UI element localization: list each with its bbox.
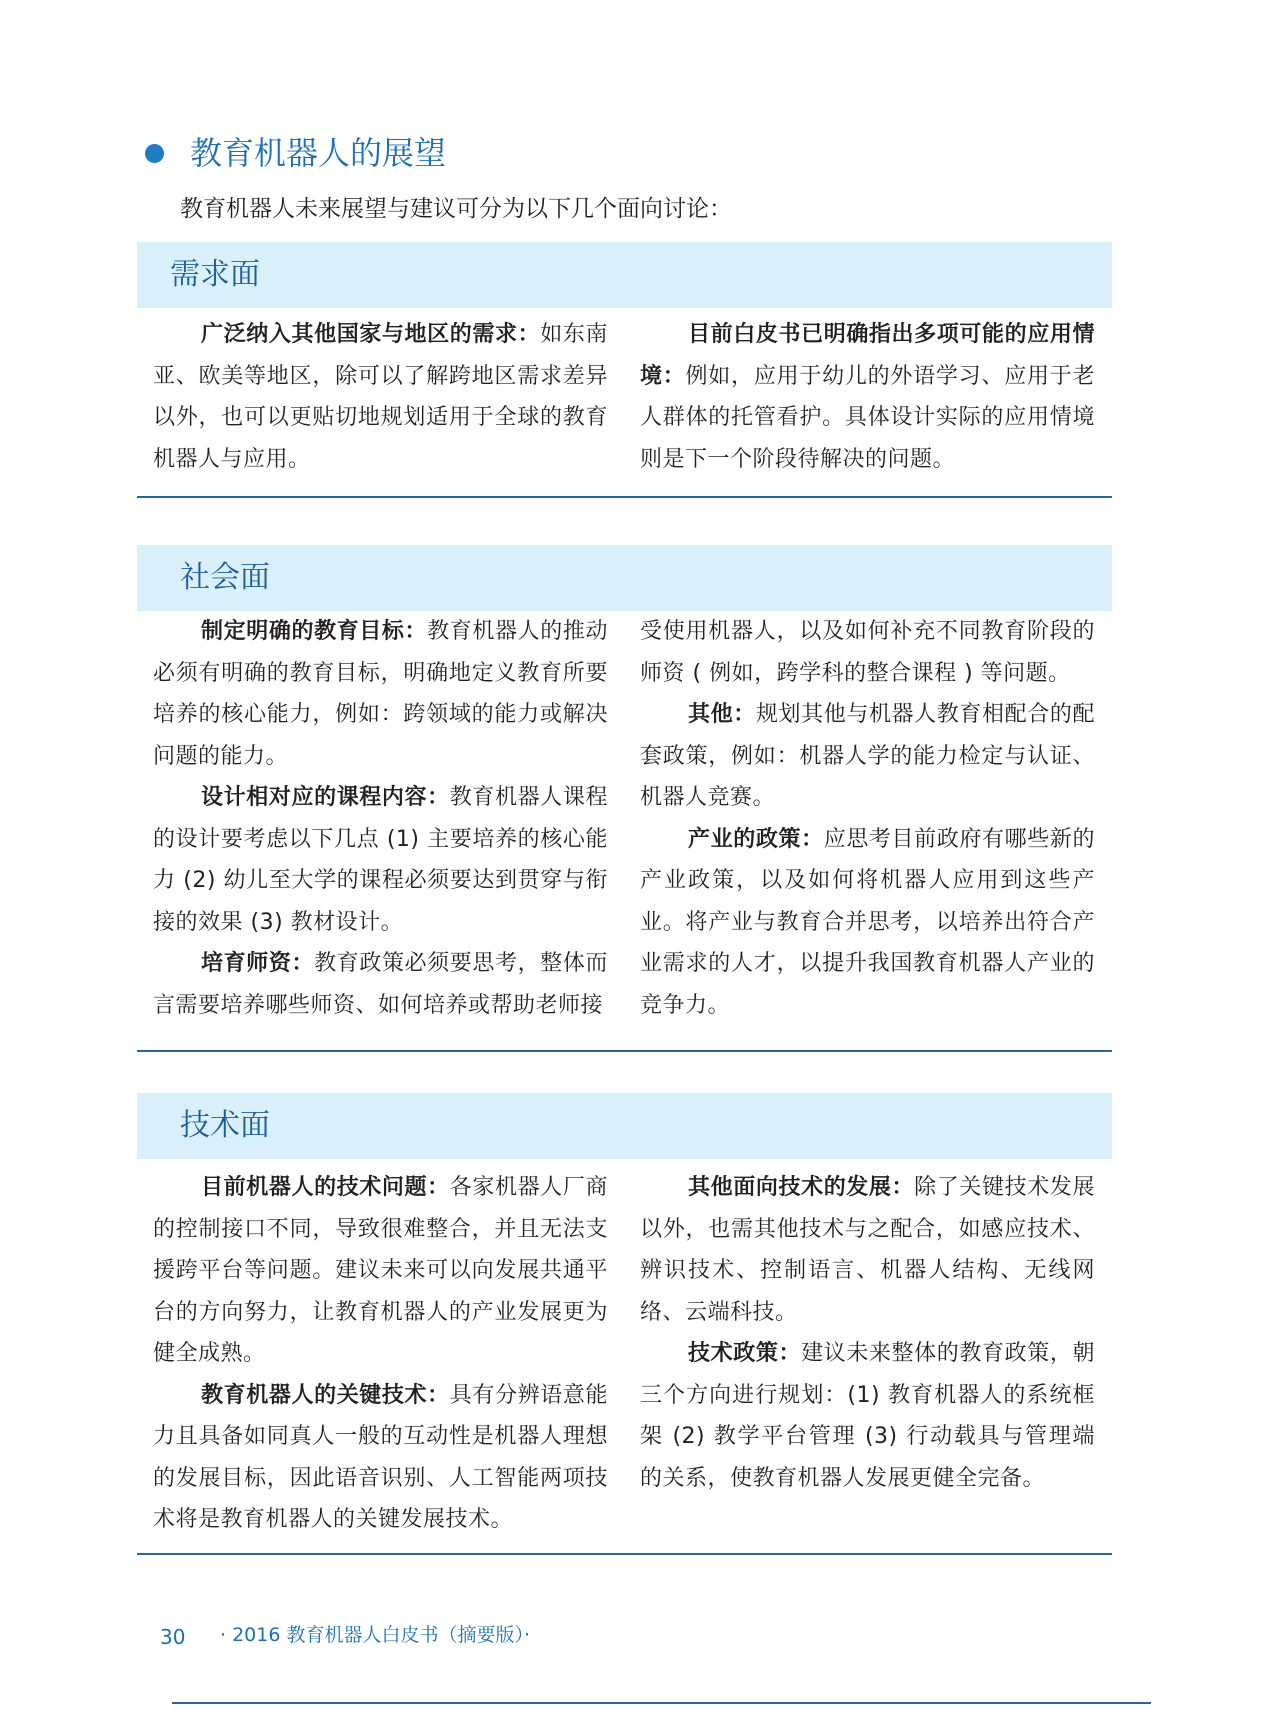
section-demand-right-column xyxy=(640,314,1095,480)
section-technology-left-column xyxy=(153,1167,608,1541)
paragraph-text: 规划其他与机器人教育相配合的配套政策，例如：机器人学的能力检定与认证、机器人竞赛。 xyxy=(640,702,1095,810)
paragraph-text: 教育机器人课程的设计要考虑以下几点 (1) 主要培养的核心能力 (2) 幼儿至大学的课程必须要达到贯穿与衔接的效果 (3) 教材设计。 xyxy=(153,785,608,935)
paragraph xyxy=(153,611,608,777)
paragraph-heading: 目前机器人的技术问题： xyxy=(201,1175,450,1200)
page-number: 30 xyxy=(160,1625,186,1649)
paragraph xyxy=(153,1375,608,1541)
paragraph-text: 教育机器人的推动必须有明确的教育目标，明确地定义教育所要培养的核心能力，例如：跨领域的能力或解决问题的能力。 xyxy=(153,619,608,769)
paragraph xyxy=(640,611,1095,694)
paragraph-heading: 教育机器人的关键技术： xyxy=(201,1382,450,1408)
intro-text: 教育机器人未来展望与建议可分为以下几个面向讨论： xyxy=(180,196,732,222)
section-header-demand xyxy=(137,242,1112,308)
footer-publication-title: · 2016 教育机器人白皮书（摘要版）· xyxy=(220,1624,531,1646)
paragraph-heading: 其他： xyxy=(688,702,756,727)
paragraph-heading: 制定明确的教育目标： xyxy=(201,619,428,644)
paragraph xyxy=(640,1333,1095,1499)
section-header-technology xyxy=(137,1093,1112,1159)
paragraph-text: 如东南亚、欧美等地区，除可以了解跨地区需求差异以外，也可以更贴切地规划适用于全球的教育机器人与应用。 xyxy=(153,322,608,472)
title-bullet-icon xyxy=(145,144,164,163)
paragraph-heading: 技术政策： xyxy=(688,1341,802,1366)
section-society-right-column xyxy=(640,611,1095,1026)
paragraph-text: 各家机器人厂商的控制接口不同，导致很难整合，并且无法支援跨平台等问题。建议未来可以向发展共通平台的方向努力，让教育机器人的产业发展更为健全成熟。 xyxy=(153,1175,608,1366)
page-title: 教育机器人的展望 xyxy=(190,134,447,172)
paragraph xyxy=(640,314,1095,480)
paragraph-text: 受使用机器人，以及如何补充不同教育阶段的师资 ( 例如，跨学科的整合课程 ) 等问题。 xyxy=(640,619,1095,686)
paragraph-heading: 其他面向技术的发展： xyxy=(688,1175,915,1200)
section-header-society xyxy=(137,545,1112,611)
paragraph-heading: 产业的政策： xyxy=(688,826,824,852)
paragraph-text: 建议未来整体的教育政策，朝三个方向进行规划：(1) 教育机器人的系统框架 (2) 教学平台管理 (3) 行动载具与管理端的关系，使教育机器人发展更健全完备。 xyxy=(640,1341,1095,1491)
paragraph xyxy=(640,1167,1095,1333)
paragraph xyxy=(640,819,1095,1027)
section-title: 社会面 xyxy=(180,560,270,595)
section-society-left-column xyxy=(153,611,608,1026)
paragraph-text: 教育政策必须要思考，整体而言需要培养哪些师资、如何培养或帮助老师接 xyxy=(153,951,608,1018)
paragraph-text: 应思考目前政府有哪些新的产业政策，以及如何将机器人应用到这些产业。将产业与教育合并思考，以培养出符合产业需求的人才，以提升我国教育机器人产业的竞争力。 xyxy=(640,826,1095,1018)
section-title: 技术面 xyxy=(180,1108,270,1143)
paragraph-text: 除了关键技术发展以外，也需其他技术与之配合，如感应技术、辨识技术、控制语言、机器人结构、无线网络、云端科技。 xyxy=(640,1175,1095,1325)
section-title: 需求面 xyxy=(170,257,260,292)
paragraph-heading: 广泛纳入其他国家与地区的需求： xyxy=(201,322,541,347)
paragraph-heading: 培育师资： xyxy=(201,951,315,976)
footer-rule xyxy=(172,1702,1151,1704)
section-technology-right-column xyxy=(640,1167,1095,1499)
paragraph-heading: 目前白皮书已明确指出多项可能的应用情境： xyxy=(640,322,1095,389)
paragraph-heading: 设计相对应的课程内容： xyxy=(201,785,450,810)
paragraph xyxy=(153,314,608,480)
section-divider xyxy=(137,1050,1112,1052)
paragraph-text: 具有分辨语意能力且具备如同真人一般的互动性是机器人理想的发展目标，因此语音识别、人工智能两项技术将是教育机器人的关键发展技术。 xyxy=(153,1382,608,1532)
paragraph xyxy=(153,777,608,943)
section-divider xyxy=(137,496,1112,498)
paragraph xyxy=(640,694,1095,819)
paragraph xyxy=(153,1167,608,1375)
paragraph xyxy=(153,943,608,1026)
section-demand-left-column xyxy=(153,314,608,480)
paragraph-text: 例如，应用于幼儿的外语学习、应用于老人群体的托管看护。具体设计实际的应用情境则是下一个阶段待解决的问题。 xyxy=(640,363,1095,472)
section-divider xyxy=(137,1553,1112,1555)
